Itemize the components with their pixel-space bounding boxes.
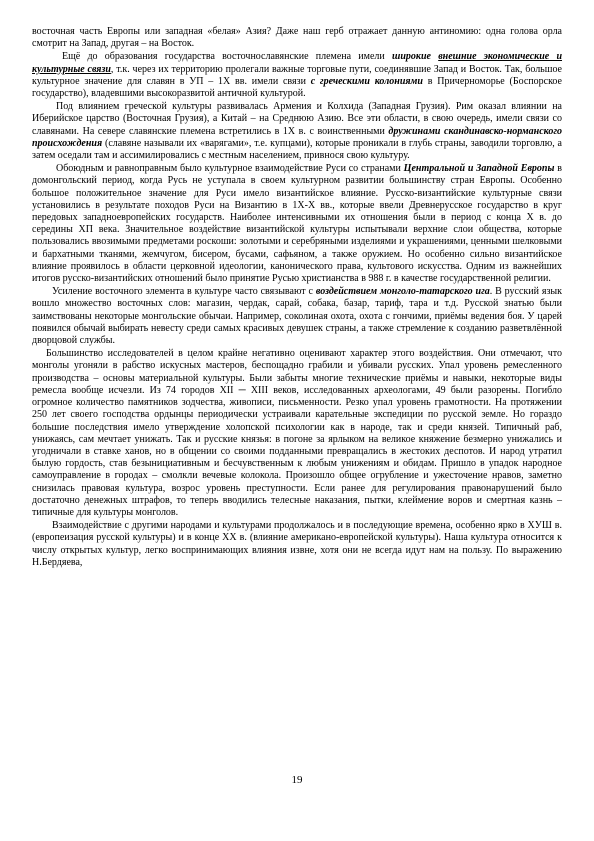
emphasized-term: Центральной и Западной Европы xyxy=(403,163,555,175)
emphasized-term: широкие xyxy=(392,51,439,63)
text-run: Взаимодействие с другими народами и культурами продолжалось и в последующие времена, особенно ярко в ХУШ в. (европеизация русской культуры) и в конце ХХ в. (влияние американо-европейской культуры). Наша культура относится к числу открытых культур, легко воспринимающих влияния извне, хотя они не всегда идут нам на пользу. По выражению Н.Бердяева, xyxy=(32,520,562,568)
emphasized-term: дружинами скандинавско-норманского происхождения xyxy=(32,125,563,149)
text-run: Под влиянием греческой культуры развивалась Армения и Колхида (Западная Грузия). Рим оказал влиянии на Иберийское царство (Восточная Грузия), а Китай – на Среднюю Азию. Все эти области, в свою очередь, имели связи со славянами. На севере славянские племена встретились в 1Х в. с воинственными xyxy=(32,101,562,137)
text-run: . В русский язык вошло множество восточных слов: магазин, чердак, сарай, собака, базар, тариф, тара и т.д. Русской знатью были заимствованы некоторые монгольские обычаи. Например, соколиная охота, охота с гончими, приёмы ведения боя. У царей появился обычай выбирать невесту среди самых красивых девушек страны, а также стремление к созданию разветвлённой дворцовой службы. xyxy=(32,286,562,347)
text-run: (славяне называли их «варягами», т.е. купцами), которые проникали в глубь страны, заводили торговлю, а затем оседали там и ассимилировались с местным населением, привнося свою культуру. xyxy=(32,137,562,162)
text-run: Большинство исследователей в целом крайне негативно оценивают характер этого воздействия. Они отмечают, что монголы угоняли в рабство искусных мастеров, беспощадно грабили и убивали русских. Упал уровень ремесленного производства – основы материальной культуры. Были забыты многие технические приёмы и навыки, некоторые виды ремесла вообще исчезли. Из 74 городов XII ─ XIII веков, исследованных археологами, 49 были разорены. Погибло огромное количество памятников зодчества, живописи, письменности. Резко упал уровень грамотности. На протяжении 250 лет своего господства ордынцы периодически устраивали карательные экспедиции по русской земле. Но гораздо большие последствия имело утверждение холопской психологии как в народе, так и среди князей. Типичный раб, унижаясь, сам мечтает унижать. Так и русские князья: в погоне за ярлыком на великое княжение безмерно унижались и угодничали в ставке ханов, но в общении со своими подданными превращались в жестоких деспотов. И народ утратил былую гордость, став безынициативным и бесчувственным к любым унижениям и обидам. Пришло в упадок народное самоуправление в городах – смолкли вечевые колокола. Произошло общее огрубление и ужесточение нравов, заметно снизилась правовая культура, возрос уровень преступности. Если ранее для регулирования правонарушений было достаточно денежных штрафов, то теперь вводились телесные наказания, пытки, клеймение воров и смертная казнь – типичные для культуры монголов. xyxy=(32,348,562,518)
text-run: , т.к. через их территорию пролегали важные торговые пути, соединявшие Запад и Восток. Так, большое культурное значение для славян в УП – 1Х вв. имели связи xyxy=(32,63,563,87)
paragraph xyxy=(32,51,562,100)
paragraph xyxy=(32,286,562,347)
text-run: в домонгольский период, когда Русь не уступала в своем культурном развитии большинству стран Европы. Особенно большое положительное значение для Руси имело византийское влияние. Русско-византийские культурные связи установились в результате походов Руси на Византию в 1Х-Х вв., которые ввели Древнерусское государство в круг передовых западноевропейских государств. Наиболее интенсивными их отношения были в период с конца Х в. до середины ХП века. Значительное воздействие византийской культуры испытывали верхние слои общества, которые пользовались ввозимыми предметами роскоши: золотыми и серебряными изделиями и украшениями, ценными шелковыми и бархатными тканями, жемчугом, бисером, бусами, сафьяном, а также оружием. Но особенно сильно византийское влияние проявилось в области церковной идеологии, канонического права, культового искусства. Одним из важнейших итогов русско-византийских отношений было принятие Русью христианства в 988 г. в качестве государственной религии. xyxy=(32,163,562,285)
paragraph xyxy=(32,348,562,519)
emphasized-term: воздействием монголо-татарского ига xyxy=(315,286,490,298)
paragraph xyxy=(32,163,562,285)
text-run: Обоюдным и равноправным было культурное взаимодействие Руси со странами xyxy=(56,163,404,175)
paragraph xyxy=(32,520,562,569)
emphasized-term: с греческими колониями xyxy=(310,75,423,87)
paragraph xyxy=(32,101,562,162)
text-run: восточная часть Европы или западная «белая» Азия? Даже наш герб отражает данную антиномию: одна голова орла смотрит на Запад, другая – на Восток. xyxy=(32,26,562,50)
page-number: 19 xyxy=(291,774,303,786)
paragraph xyxy=(32,26,562,50)
text-run: Ещё до образования государства восточнославянские племена имели xyxy=(62,51,392,63)
text-run: Усиление восточного элемента в культуре часто связывают с xyxy=(52,286,316,298)
text-run: в Причерноморье (Боспорское государство), владевшими высокоразвитой античной культурой. xyxy=(32,75,562,100)
body-text xyxy=(32,26,562,570)
emphasized-term: внешние экономические и культурные связи xyxy=(32,51,563,75)
